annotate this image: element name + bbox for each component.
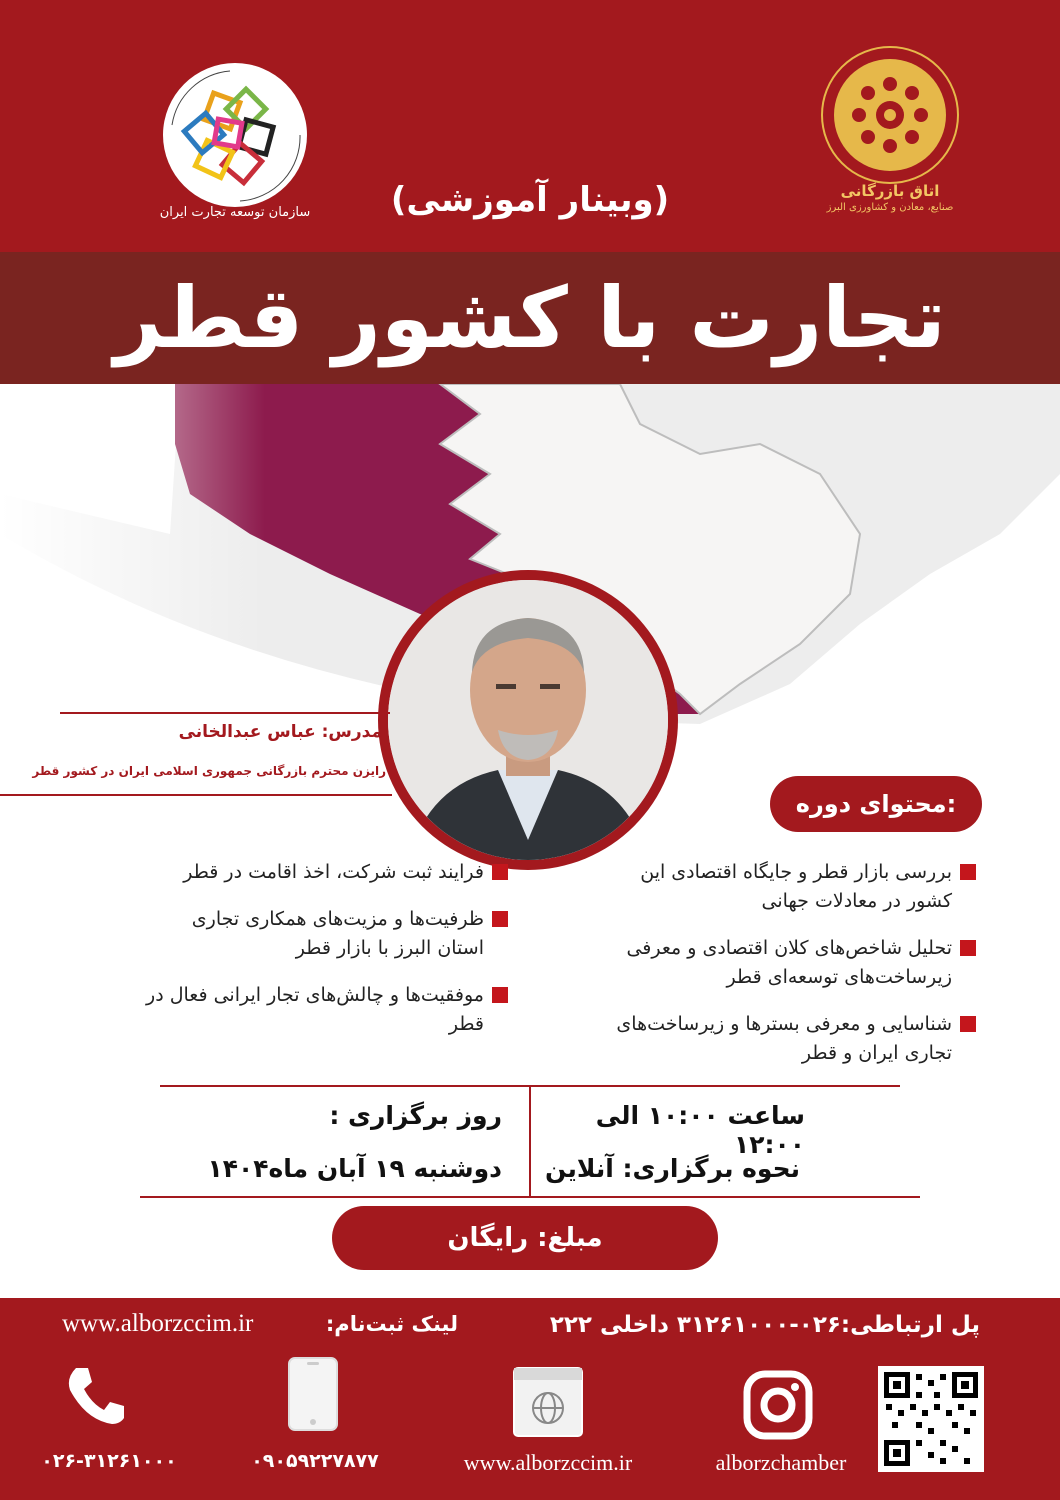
schedule-divider-bottom (140, 1196, 920, 1198)
instructor-photo (378, 570, 678, 870)
bullet-square-icon (492, 911, 508, 927)
tpo-logo-label: سازمان توسعه تجارت ایران (159, 205, 311, 220)
schedule-divider-vertical (529, 1087, 531, 1196)
mobile-phone-icon[interactable] (287, 1356, 339, 1432)
instagram-label[interactable]: alborzchamber (715, 1450, 847, 1475)
phone-label[interactable]: ۰۲۶-۳۱۲۶۱۰۰۰ (41, 1450, 177, 1472)
list-item: فرایند ثبت شرکت، اخذ اقامت در قطر (140, 858, 508, 887)
course-items-right (600, 858, 976, 1086)
schedule-date: دوشنبه ۱۹ آبان ماه۱۴۰۴ (207, 1154, 502, 1183)
schedule-day-label: روز برگزاری : (329, 1101, 502, 1130)
instructor-divider-bottom (0, 794, 392, 796)
qr-code-icon[interactable] (878, 1366, 984, 1472)
title-band (0, 252, 1060, 384)
website-label[interactable]: www.alborzccim.ir (463, 1450, 633, 1475)
list-item: ظرفیت‌ها و مزیت‌های همکاری تجاری استان البرز با بازار قطر (140, 905, 508, 963)
tpo-logo (150, 55, 320, 235)
instructor-divider-top (60, 712, 390, 714)
bullet-square-icon (960, 1016, 976, 1032)
chamber-logo-sublabel: صنایع، معادن و کشاورزی البرز (826, 202, 954, 213)
web-browser-icon[interactable] (512, 1366, 584, 1438)
bullet-square-icon (492, 987, 508, 1003)
contact-info: پل ارتباطی:۰۲۶-۳۱۲۶۱۰۰۰ داخلی ۲۲۲ (549, 1312, 980, 1338)
page-title: تجارت با کشور قطر (114, 269, 946, 367)
list-item: موفقیت‌ها و چالش‌های تجار ایرانی فعال در قطر (140, 981, 508, 1039)
bullet-square-icon (960, 940, 976, 956)
chamber-emblem-icon (800, 40, 980, 190)
list-item: تحلیل شاخص‌های کلان اقتصادی و معرفی زیرساخت‌های توسعه‌ای قطر (600, 934, 976, 992)
register-label: لینک ثبت‌نام: (325, 1312, 458, 1336)
instructor-name: مدرس: عباس عبدالخانی (178, 722, 382, 742)
course-content-badge: محتوای دوره: (770, 776, 982, 832)
instructor-role: رایزن محترم بازرگانی جمهوری اسلامی ایران در کشور قطر (32, 764, 386, 778)
schedule-mode: نحوه برگزاری: آنلاین (545, 1154, 800, 1183)
price-badge: مبلغ: رایگان (332, 1206, 718, 1270)
qr-code-pattern (884, 1372, 978, 1466)
bullet-square-icon (960, 864, 976, 880)
bullet-square-icon (492, 864, 508, 880)
phone-icon[interactable] (62, 1362, 128, 1428)
list-item: بررسی بازار قطر و جایگاه اقتصادی این کشور در معادلات جهانی (600, 858, 976, 916)
person-portrait-icon (388, 580, 668, 860)
tpo-emblem-icon (150, 55, 320, 220)
webinar-subtitle: (وبینار آموزشی) (390, 180, 670, 220)
register-link[interactable]: www.alborzccim.ir (62, 1310, 254, 1337)
schedule-time: ساعت ۱۰:۰۰ الی ۱۲:۰۰ (595, 1101, 805, 1159)
list-item: شناسایی و معرفی بسترها و زیرساخت‌های تجاری ایران و قطر (600, 1010, 976, 1068)
chamber-logo-label: اتاق بازرگانی (840, 182, 940, 200)
instagram-icon[interactable] (743, 1370, 813, 1440)
chamber-logo (800, 40, 980, 220)
course-items-left (140, 858, 508, 1057)
mobile-label[interactable]: ۰۹۰۵۹۲۲۷۸۷۷ (251, 1450, 379, 1472)
